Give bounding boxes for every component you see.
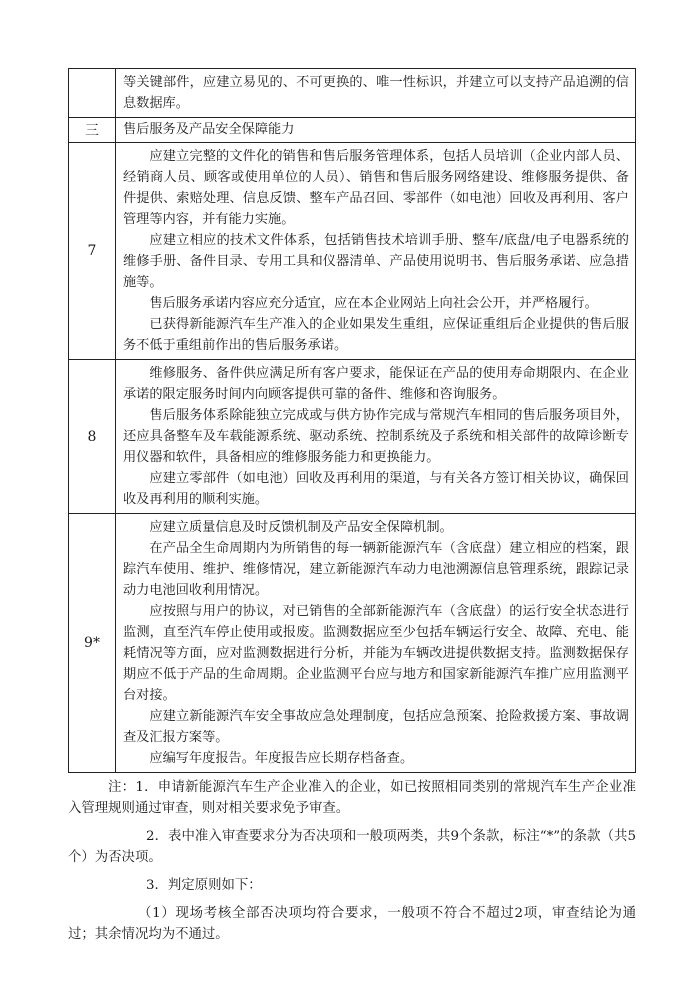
table-row-item-7 <box>69 143 636 360</box>
requirement-cell <box>116 514 636 773</box>
requirement-paragraph: 已获得新能源汽车生产准入的企业如果发生重组，应保证重组后企业提供的售后服务不低于重组前作出的售后服务承诺。 <box>123 317 629 353</box>
requirement-paragraph: 应建立零部件（如电池）回收及再利用的渠道，与有关各方签订相关协议，确保回收及再利用的顺利实施。 <box>123 471 629 507</box>
item-number: 9* <box>69 514 116 773</box>
table-row-continued <box>69 69 636 118</box>
requirement-cell <box>116 360 636 514</box>
notes-section <box>68 777 636 945</box>
section-number: 三 <box>69 118 116 143</box>
requirement-paragraph: 应建立新能源汽车安全事故应急处理制度，包括应急预案、抢险救援方案、事故调查及汇报方案等。 <box>123 709 629 745</box>
requirement-paragraph: 在产品全生命周期内为所销售的每一辆新能源汽车（含底盘）建立相应的档案，跟踪汽车使用、维护、维修情况，建立新能源汽车动力电池溯源信息管理系统，跟踪记录动力电池回收利用情况。 <box>123 541 629 598</box>
requirements-table <box>68 68 636 773</box>
item-number: 8 <box>69 360 116 514</box>
note-3: 3．判定原则如下： <box>146 878 262 893</box>
note-2: 2．表中准入审查要求分为否决项和一般项两类，共9个条款，标注“*”的条款（共5个）为否决项。 <box>68 829 636 865</box>
requirement-cell <box>116 143 636 360</box>
requirement-paragraph: 应建立相应的技术文件体系，包括销售技术培训手册、整车/底盘/电子电器系统的维修手册、备件目录、专用工具和仪器清单、产品使用说明书、售后服务承诺、应急措施等。 <box>123 233 629 290</box>
table-row-item-9 <box>69 514 636 773</box>
requirement-paragraph: 应按照与用户的协议，对已销售的全部新能源汽车（含底盘）的运行安全状态进行监测，直至汽车停止使用或报废。监测数据应至少包括车辆运行安全、故障、充电、能耗情况等方面，应对监测数据进行分析，并能为车辆改进提供数据支持。监测数据保存期应不低于产品的生命周期。企业监测平台应与地方和国家新能源汽车推广应用监测平台对接。 <box>123 604 629 703</box>
item-number: 7 <box>69 143 116 360</box>
requirement-cell <box>116 69 636 118</box>
requirement-paragraph: 维修服务、备件供应满足所有客户要求，能保证在产品的使用寿命期限内、在企业承诺的限定服务时间内向顾客提供可靠的备件、维修和咨询服务。 <box>123 366 629 402</box>
document-page <box>68 68 636 952</box>
note-1: 注：1．申请新能源汽车生产企业准入的企业，如已按照相同类别的常规汽车生产企业准入管理规则通过审查，则对相关要求免予审查。 <box>68 780 636 816</box>
requirement-paragraph: 应建立质量信息及时反馈机制及产品安全保障机制。 <box>149 520 453 535</box>
requirement-paragraph: 应建立完整的文件化的销售和售后服务管理体系，包括人员培训（企业内部人员、经销商人员、顾客或使用单位的人员）、销售和售后服务网络建设、维修服务提供、备件提供、索赔处理、信息反馈、整车产品召回、零部件（如电池）回收及再利用、客户管理等内容，并有能力实施。 <box>123 149 629 227</box>
section-title: 售后服务及产品安全保障能力 <box>116 118 636 143</box>
requirement-paragraph: 售后服务承诺内容应充分适宜，应在本企业网站上向社会公开，并严格履行。 <box>149 296 598 311</box>
requirement-paragraph: 等关键部件，应建立易见的、不可更换的、唯一性标识，并建立可以支持产品追溯的信息数据库。 <box>123 75 629 111</box>
table-row-item-8 <box>69 360 636 514</box>
row-number-cell <box>69 69 116 118</box>
note-4: （1）现场考核全部否决项均符合要求，一般项不符合不超过2项，审查结论为通过；其余情况均为不通过。 <box>68 906 636 942</box>
requirement-paragraph: 应编写年度报告。年度报告应长期存档备查。 <box>149 751 414 766</box>
requirement-paragraph: 售后服务体系除能独立完成或与供方协作完成与常规汽车相同的售后服务项目外，还应具备整车及车载能源系统、驱动系统、控制系统及子系统和相关部件的故障诊断专用仪器和软件，具备相应的维修服务能力和更换能力。 <box>123 408 629 465</box>
section-header-row <box>69 118 636 143</box>
